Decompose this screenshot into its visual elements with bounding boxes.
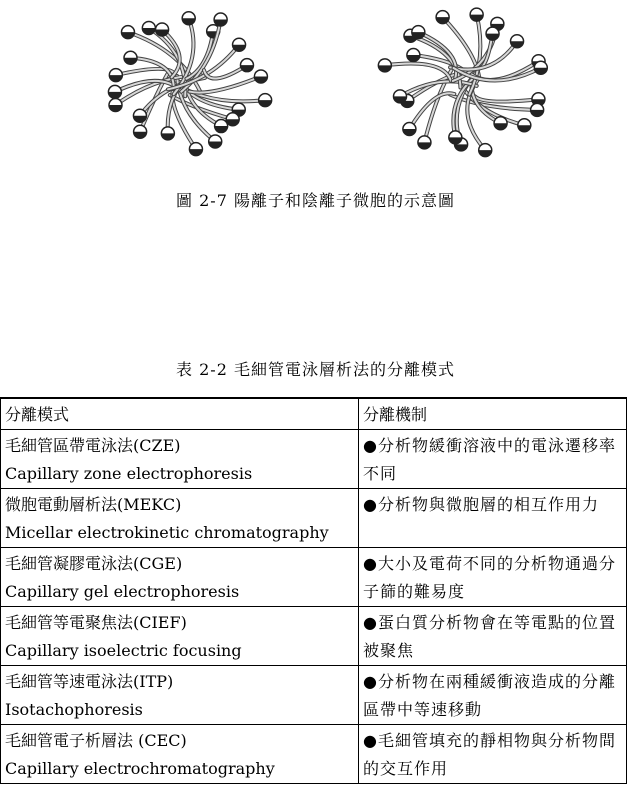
table-caption: 表 2-2 毛細管電泳層析法的分離模式 — [176, 360, 455, 379]
table-row — [1, 548, 627, 607]
mode-cell — [1, 548, 359, 607]
mechanism-text: ●蛋白質分析物會在等電點的位置被聚焦 — [363, 613, 616, 660]
mode-en: Micellar electrokinetic chromatography — [5, 523, 329, 542]
mode-zh: 毛細管等速電泳法(ITP) — [5, 672, 174, 691]
mode-zh: 毛細管凝膠電泳法(CGE) — [5, 554, 183, 573]
mechanism-cell — [359, 666, 627, 725]
table-row — [1, 725, 627, 784]
mechanism-text: ●毛細管填充的靜相物與分析物間的交互作用 — [363, 731, 616, 778]
header-mode: 分離模式 — [1, 398, 359, 430]
header-mechanism: 分離機制 — [359, 398, 627, 430]
table-row — [1, 489, 627, 548]
figure-caption: 圖 2-7 陽離子和陰離子微胞的示意圖 — [176, 191, 455, 210]
mechanism-cell — [359, 725, 627, 784]
mode-en: Capillary electrochromatography — [5, 759, 275, 778]
table-row — [1, 430, 627, 489]
separation-modes-table — [0, 397, 627, 784]
mode-zh: 微胞電動層析法(MEKC) — [5, 495, 182, 514]
mechanism-text: ●分析物與微胞層的相互作用力 — [363, 495, 599, 514]
mode-zh: 毛細管區帶電泳法(CZE) — [5, 436, 181, 455]
mode-en: Isotachophoresis — [5, 700, 143, 719]
mechanism-cell — [359, 607, 627, 666]
mode-cell — [1, 725, 359, 784]
mode-cell — [1, 666, 359, 725]
mode-cell — [1, 430, 359, 489]
cationic-micelle — [108, 12, 271, 156]
anionic-micelle — [378, 8, 547, 157]
mode-zh: 毛細管等電聚焦法(CIEF) — [5, 613, 187, 632]
micelle-figure — [0, 0, 631, 160]
mechanism-cell — [359, 489, 627, 548]
mechanism-cell — [359, 430, 627, 489]
mechanism-text: ●分析物在兩種緩衝液造成的分離區帶中等速移動 — [363, 672, 616, 719]
mechanism-text: ●分析物緩衝溶液中的電泳遷移率不同 — [363, 436, 616, 483]
mode-en: Capillary zone electrophoresis — [5, 464, 253, 483]
mechanism-text: ●大小及電荷不同的分析物通過分子篩的難易度 — [363, 554, 616, 601]
mode-cell — [1, 489, 359, 548]
mechanism-cell — [359, 548, 627, 607]
table-row — [1, 607, 627, 666]
mode-zh: 毛細管電子析層法 (CEC) — [5, 731, 187, 750]
table-header-row — [1, 398, 627, 430]
mode-en: Capillary gel electrophoresis — [5, 582, 240, 601]
table-row — [1, 666, 627, 725]
mode-en: Capillary isoelectric focusing — [5, 641, 242, 660]
mode-cell — [1, 607, 359, 666]
micelle-illustration — [0, 0, 631, 160]
